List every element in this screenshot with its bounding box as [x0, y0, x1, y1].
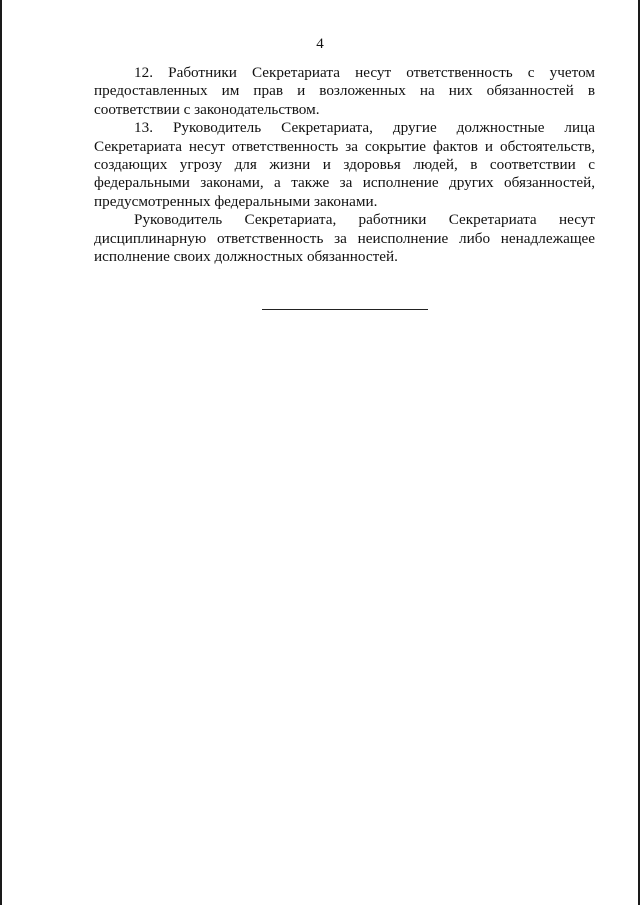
closing-divider-line [262, 309, 428, 310]
scan-edge-left [0, 0, 2, 905]
paragraph-13: 13. Руководитель Секретариата, другие должностные лица Секретариата несут ответственность за сокрытие фактов и обстоятельств, создающих угрозу для жизни и здоровья людей, в соответствии с федеральными законами, а также за исполнение других обязанностей, предусмотренных федеральными законами. [94, 119, 595, 210]
document-body [94, 64, 595, 266]
paragraph-12: 12. Работники Секретариата несут ответственность с учетом предоставленных им прав и возложенных на них обязанностей в соответствии с законодательством. [94, 64, 595, 118]
paragraph-disciplinary: Руководитель Секретариата, работники Секретариата несут дисциплинарную ответственность за неисполнение либо ненадлежащее исполнение своих должностных обязанностей. [94, 211, 595, 266]
page-number: 4 [316, 36, 324, 52]
